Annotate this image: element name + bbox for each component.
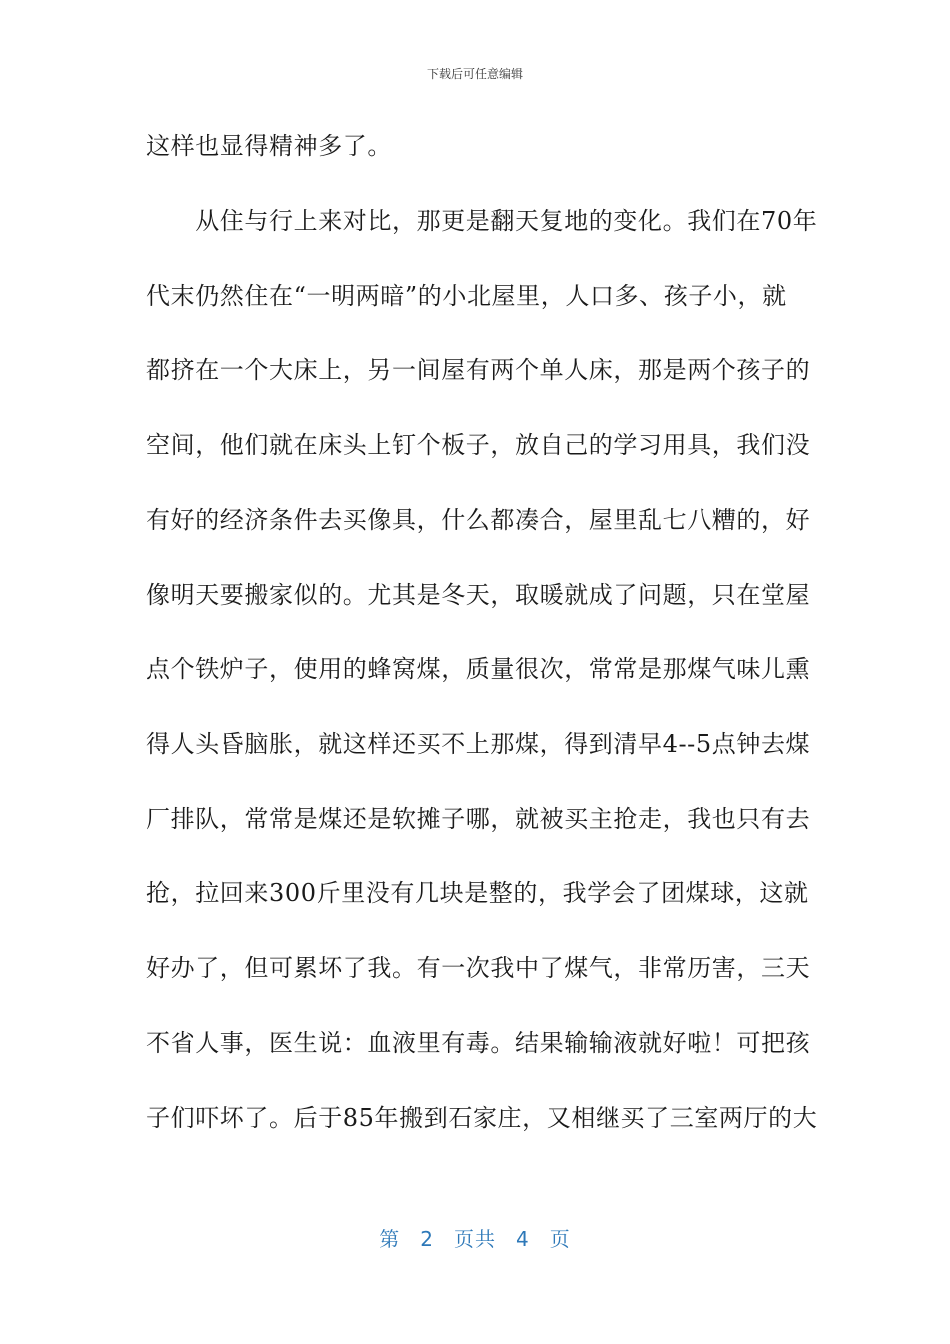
text-line: 点个铁炉子，使用的蜂窝煤，质量很次，常常是那煤气味儿熏 [146, 655, 811, 683]
total-label: 共 [475, 1227, 496, 1251]
text-line: 有好的经济条件去买像具，什么都凑合，屋里乱七八糟的，好 [146, 506, 811, 534]
text-line: 代末仍然住在“一明两暗”的小北屋里，人口多、孩子小，就 [146, 282, 787, 310]
text-line: 不省人事，医生说：血液里有毒。结果输输液就好啦！可把孩 [146, 1029, 811, 1057]
text-line: 抢，拉回来300斤里没有几块是整的，我学会了团煤球，这就 [146, 879, 809, 907]
page-label: 第 [379, 1227, 401, 1251]
page-unit-end-label: 页 [549, 1227, 571, 1251]
text-line: 好办了，但可累坏了我。有一次我中了煤气，非常历害，三天 [146, 954, 811, 982]
text-line: 都挤在一个大床上，另一间屋有两个单人床，那是两个孩子的 [146, 356, 811, 384]
text-line: 从住与行上来对比，那更是翻天复地的变化。我们在70年 [146, 207, 818, 235]
text-line: 得人头昏脑胀，就这样还买不上那煤，得到清早4--5点钟去煤 [146, 730, 811, 758]
text-line: 空间，他们就在床头上钉个板子，放自己的学习用具，我们没 [146, 431, 811, 459]
text-line: 厂排队，常常是煤还是软摊子哪，就被买主抢走，我也只有去 [146, 805, 811, 833]
page-header: 下载后可任意编辑 [426, 67, 523, 81]
total-pages-number: 4 [516, 1227, 530, 1251]
current-page-number: 2 [420, 1227, 434, 1251]
text-line: 子们吓坏了。后于85年搬到石家庄，又相继买了三室两厅的大 [146, 1104, 818, 1132]
page-number-footer [0, 1226, 950, 1252]
text-line: 像明天要搬家似的。尤其是冬天，取暖就成了问题，只在堂屋 [146, 581, 811, 609]
text-line: 这样也显得精神多了。 [146, 132, 392, 160]
page-unit-label: 页 [454, 1227, 475, 1251]
